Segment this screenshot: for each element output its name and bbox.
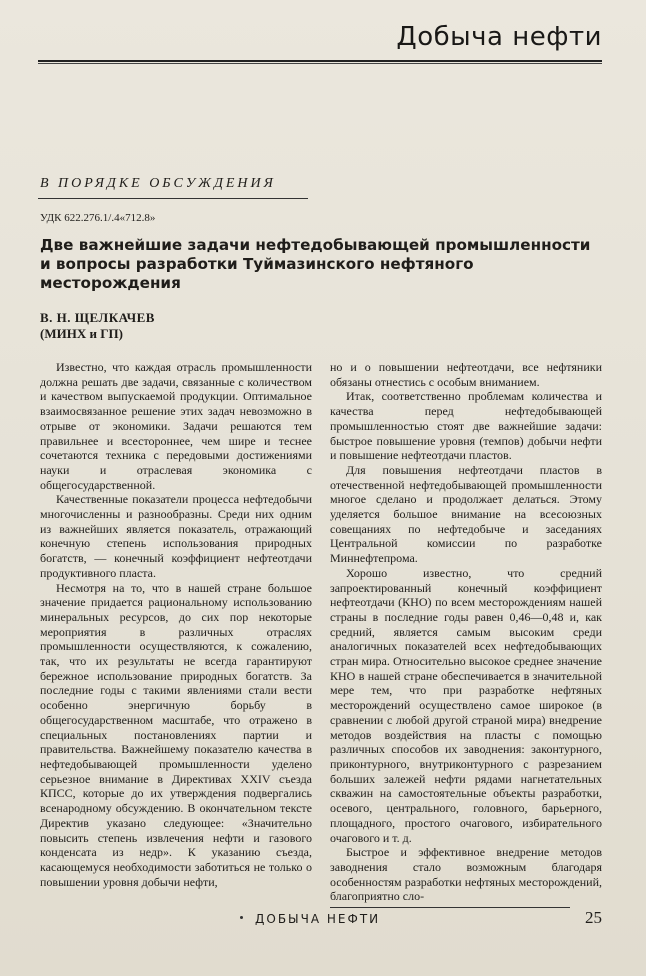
header-rule-thin: [38, 63, 602, 64]
author-affiliation: (МИНХ и ГП): [40, 326, 123, 341]
paragraph: но и о повышении нефтеотдачи, все нефтяники обязаны отнестись с особым вниманием.: [330, 360, 602, 389]
header-rule: [38, 60, 602, 62]
section-rubric: В ПОРЯДКЕ ОБСУЖДЕНИЯ: [40, 176, 276, 191]
paragraph: Для повышения нефтеотдачи пластов в отечественной нефтедобывающей промышленности многое сделано и продолжает делаться. Этому уделяется большое внимание на всесоюзных совещаниях по нефтедобыче и заседаниях Центральной комиссии по разработке Миннефтепрома.: [330, 462, 602, 566]
journal-header-title: Добыча нефти: [396, 22, 602, 52]
body-column-left: [40, 360, 312, 889]
paragraph: Хорошо известно, что средний запроектированный конечный коэффициент нефтеотдачи (КНО) по всем месторождениям нашей страны в последние годы равен 0,46—0,48 и, как средний, является самым высоким среди аналогичных показателей всех нефтедобывающих стран мира. Относительно высокое среднее значение КНО в нашей стране обеспечивается в значительной мере тем, что при разработке нефтяных месторождений осуществлено самое широкое (в сравнении с любой другой страной мира) внедрение методов воздействия на пласты с помощью различных способов их заводнения: законтурного, приконтурного, внутриконтурного с разрезанием больших залежей нефти рядами нагнетательных скважин на самостоятельные объекты разработки, осевого, центрального, головного, барьерного, площадного, простого очагового, избирательного очагового и т. д.: [330, 565, 602, 845]
paragraph: Быстрое и эффективное внедрение методов заводнения стало возможным благодаря особенностям разработки нефтяных месторождений, благоприятно сло-: [330, 845, 602, 904]
paragraph: Несмотря на то, что в нашей стране большое значение придается рациональному использованию минеральных ресурсов, до сих пор некоторые мероприятия в различных отраслях промышленности осуществляются, к сожалению, так, что их результаты не всегда гарантируют бережное использование природных богатств. За последние годы с такими явлениями стали вести особенно энергичную борьбу в общегосударственном масштабе, что отражено в специальных постановлениях партии и правительства. Важнейшему показателю качества в нефтедобывающей промышленности уделено серьезное внимание в Директивах XXIV съезда КПСС, которые до их утверждения подвергались всенародному обсуждению. В окончательном тексте Директив указано следующее: «Значительно повысить степень извлечения нефти и газового конденсата из недр». К указанию съезда, касающемуся необходимости заботиться не только о повышении уровня добычи нефти,: [40, 580, 312, 889]
body-column-right: [330, 360, 602, 904]
author-name: В. Н. ЩЕЛКАЧЕВ: [40, 310, 155, 325]
footer-rule: [330, 907, 570, 908]
page-number: 25: [585, 908, 602, 927]
footer-bullet: [240, 916, 243, 919]
udc-code: УДК 622.276.1/.4«712.8»: [40, 212, 156, 224]
paragraph: Известно, что каждая отрасль промышленности должна решать две задачи, связанные с количеством и качеством выпускаемой продукции. Оптимальное взаимосвязанное решение этих задач невозможно в отрыве от экономики. Задачи решаются тем правильнее и всестороннее, чем шире и теснее сочетаются техника с передовыми достижениями науки и отраслевая экономика с общегосударственной.: [40, 360, 312, 492]
section-rule: [38, 198, 308, 199]
article-title: Две важнейшие задачи нефтедобывающей промышленности и вопросы разработки Туймазинского нефтяного месторождения: [40, 236, 591, 292]
paragraph: Итак, соответственно проблемам количества и качества перед нефтедобывающей промышленностью стоят две важнейшие задачи: быстрое повышение уровня (темпов) добычи нефти и повышение нефтеотдачи пластов.: [330, 389, 602, 463]
footer-journal-name: ДОБЫЧА НЕФТИ: [255, 912, 381, 926]
paragraph: Качественные показатели процесса нефтедобычи многочисленны и разнообразны. Среди них одним из важнейших является показатель, отражающий конечную степень использования природных богатств, — конечный коэффициент нефтеотдачи продуктивного пласта.: [40, 492, 312, 580]
